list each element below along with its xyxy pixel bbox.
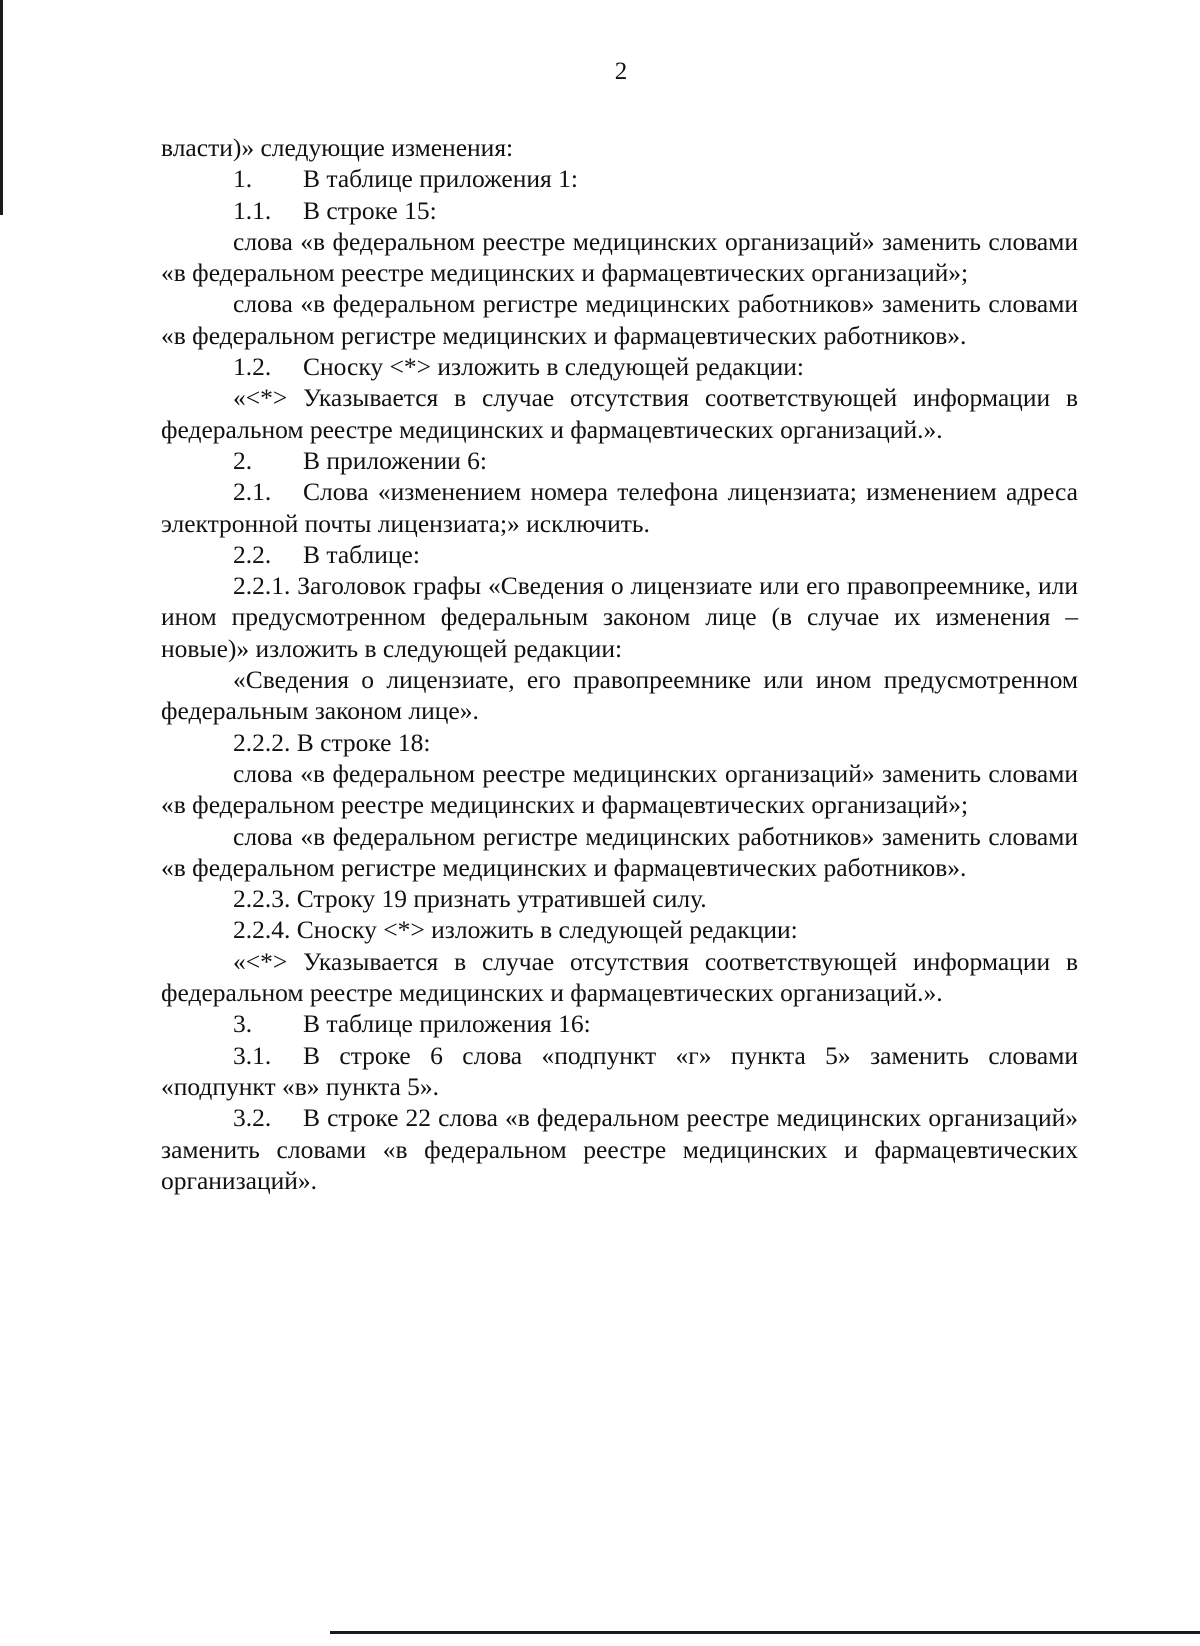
item-number: 1. [233, 164, 253, 194]
paragraph-text: «<*> Указывается в случае отсутствия соответствующей информации в федеральном реестре медицинских и фармацевтических организаций.». [161, 383, 1078, 444]
paragraph-3 [161, 226, 1078, 289]
paragraph-text: В приложении 6: [303, 445, 488, 475]
paragraph-16 [161, 914, 1078, 945]
paragraph-2 [161, 195, 1078, 226]
paragraph-text: В строке 15: [303, 195, 437, 225]
scan-edge-bottom [330, 1631, 1200, 1634]
item-number: 3.2. [233, 1103, 272, 1133]
scan-edge-left [0, 0, 3, 215]
paragraph-7 [161, 445, 1078, 476]
paragraph-13 [161, 758, 1078, 821]
paragraph-text: В строке 6 слова «подпункт «г» пункта 5» заменить словами «подпункт «в» пункта 5». [161, 1040, 1078, 1101]
paragraph-text: Сноску <*> изложить в следующей редакции: [303, 352, 804, 382]
item-number: 2.1. [233, 477, 272, 507]
paragraph-1 [161, 163, 1078, 194]
paragraph-text: 2.2.1. Заголовок графы «Сведения о лицензиате или его правопреемнике, или ином предусмотренном федеральным законом лице (в случае их изменения – новые)» изложить в следующей редакции: [161, 571, 1078, 663]
paragraph-text: слова «в федеральном реестре медицинских организаций» заменить словами «в федеральном реестре медицинских и фармацевтических организаций»; [161, 758, 1078, 820]
item-number: 2.2. [233, 539, 272, 569]
item-number: 2. [233, 445, 253, 475]
paragraph-20 [161, 1102, 1078, 1196]
paragraph-4 [161, 288, 1078, 351]
paragraph-text: слова «в федеральном реестре медицинских организаций» заменить словами «в федеральном реестре медицинских и фармацевтических организаций»; [161, 226, 1078, 288]
paragraph-11 [161, 664, 1078, 727]
paragraph-10 [161, 570, 1078, 664]
paragraph-18 [161, 1008, 1078, 1039]
paragraph-text: слова «в федеральном регистре медицинских работников» заменить словами «в федеральном регистре медицинских и фармацевтических работников». [161, 289, 1078, 350]
paragraph-14 [161, 821, 1078, 884]
paragraph-0 [161, 132, 1078, 163]
paragraph-text: власти)» следующие изменения: [161, 133, 514, 162]
document-body [161, 132, 1078, 1196]
item-number: 3. [233, 1009, 253, 1039]
paragraph-6 [161, 382, 1078, 445]
paragraph-text: 2.2.2. В строке 18: [233, 727, 431, 757]
paragraph-17 [161, 946, 1078, 1009]
paragraph-text: В таблице приложения 1: [303, 164, 578, 194]
paragraph-12 [161, 727, 1078, 758]
paragraph-text: «Сведения о лицензиате, его правопреемнике или ином предусмотренном федеральным законом лице». [161, 665, 1078, 726]
paragraph-19 [161, 1040, 1078, 1103]
paragraph-text: 2.2.4. Сноску <*> изложить в следующей редакции: [233, 915, 798, 945]
page-number: 2 [614, 58, 628, 85]
paragraph-text: В таблице приложения 16: [303, 1009, 591, 1039]
paragraph-text: слова «в федеральном регистре медицинских работников» заменить словами «в федеральном регистре медицинских и фармацевтических работников». [161, 821, 1078, 882]
paragraph-5 [161, 351, 1078, 382]
item-number: 3.1. [233, 1040, 272, 1070]
paragraph-15 [161, 883, 1078, 914]
paragraph-text: 2.2.3. Строку 19 признать утратившей силу. [233, 884, 707, 914]
item-number: 1.2. [233, 352, 272, 382]
paragraph-text: В строке 22 слова «в федеральном реестре медицинских организаций» заменить словами «в федеральном реестре медицинских и фармацевтических организаций». [161, 1103, 1078, 1195]
paragraph-text: «<*> Указывается в случае отсутствия соответствующей информации в федеральном реестре медицинских и фармацевтических организаций.». [161, 946, 1078, 1008]
paragraph-8 [161, 476, 1078, 539]
paragraph-9 [161, 539, 1078, 570]
paragraph-text: В таблице: [303, 539, 420, 569]
paragraph-text: Слова «изменением номера телефона лицензиата; изменением адреса электронной почты лицензиата;» исключить. [161, 477, 1078, 538]
item-number: 1.1. [233, 195, 272, 225]
